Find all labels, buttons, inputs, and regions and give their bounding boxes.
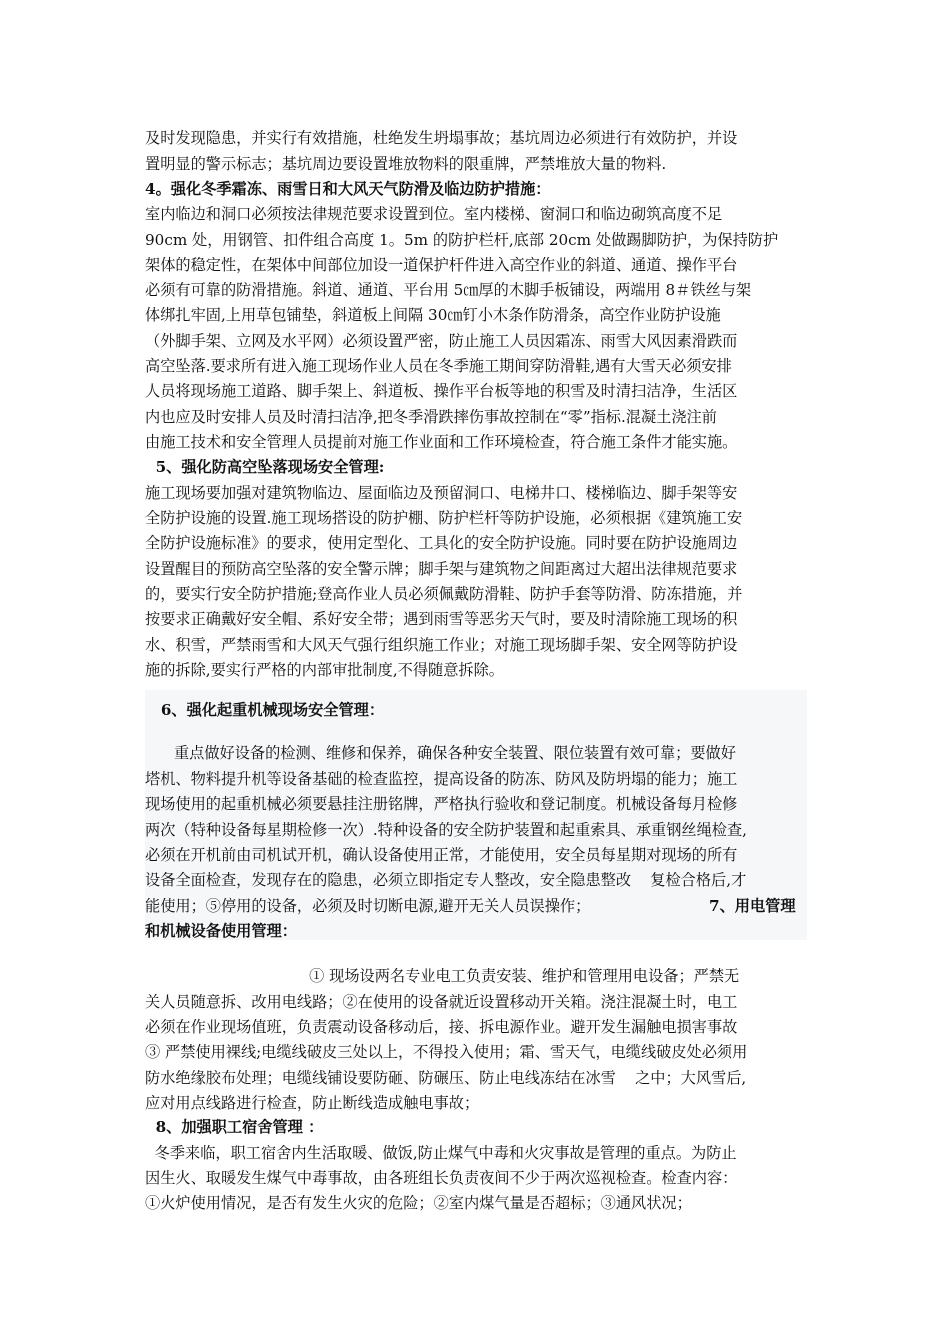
body-text-line: 体绑扎牢固,上用草包铺垫，斜道板上间隔 30㎝钉小木条作防滑条，高空作业防护设施 [145,306,721,324]
body-text-line: 人员将现场施工道路、脚手架上、斜道板、操作平台板等地的积雪及时清扫洁净，生活区 [145,382,738,400]
body-text-line: 两次（特种设备每星期检修一次）.特种设备的安全防护装置和起重索具、承重钢丝绳检查, [145,821,747,839]
body-text-line: 由施工技术和安全管理人员提前对施工作业面和工作环境检查，符合施工条件才能实施。 [145,433,738,451]
body-text-line: 内也应及时安排人员及时清扫洁净,把冬季滑跌摔伤事故控制在“零”指标.混凝土浇注前 [145,408,717,426]
body-text-line: 重点做好设备的检测、维修和保养，确保各种安全装置、限位装置有效可靠；要做好 [145,744,736,762]
section-heading-5: 5、强化防高空坠落现场安全管理: [145,458,385,476]
body-text-line: 现场使用的起重机械必须要悬挂注册铭牌，严格执行验收和登记制度。机械设备每月检修 [145,795,738,813]
body-text-line: 全防护设施标准》的要求，使用定型化、工具化的安全防护设施。同时要在防护设施周边 [145,534,738,552]
section-heading-4: 4。强化冬季霜冻、雨雪日和大风天气防滑及临边防护措施： [145,180,551,198]
body-text-line: 必须在作业现场值班，负责震动设备移动后，接、拆电源作业。避开发生漏触电损害事故 [145,1018,738,1036]
body-text-line: 设备全面检查，发现存在的隐患，必须立即指定专人整改，安全隐患整改 复检合格后,才 [145,871,747,889]
body-text-line: 必须有可靠的防滑措施。斜道、通道、平台用 5㎝厚的木脚手板铺设，两端用 8＃铁丝与架 [145,281,752,299]
body-text-line: ③ 严禁使用裸线;电缆线破皮三处以上，不得投入使用；霜、雪天气，电缆线破皮处必须用 [145,1043,748,1061]
body-text-line: 的，要实行安全防护措施;登高作业人员必须佩戴防滑鞋、防护手套等防滑、防冻措施，并 [145,585,743,603]
body-text-line: 防水绝缘胶布处理；电缆线铺设要防砸、防碾压、防止电线冻结在冰雪 之中；大风雪后, [145,1069,747,1087]
body-text-line: 90cm 处，用钢管、扣件组合高度 1。5m 的防护栏杆,底部 20cm 处做踢脚防护，为保持防护 [145,231,779,249]
body-text-line: 塔机、物料提升机等设备基础的检查监控，提高设备的防冻、防风及防坍塌的能力；施工 [145,770,738,788]
body-text-line: 全防护设施的设置.施工现场搭设的防护棚、防护栏杆等防护设施，必须根据《建筑施工安 [145,509,743,527]
body-text-line: 架体的稳定性，在架体中间部位加设一道保护杆件进入高空作业的斜道、通道、操作平台 [145,256,738,274]
body-text-line: ①火炉使用情况，是否有发生火灾的危险；②室内煤气量是否超标；③通风状况； [145,1194,692,1212]
body-text-line: 必须在开机前由司机试开机，确认设备使用正常，才能使用，安全员每星期对现场的所有 [145,846,738,864]
body-text-line: 设置醒目的预防高空坠落的安全警示牌；脚手架与建筑物之间距离过大超出法律规范要求 [145,560,738,578]
body-text-line: 应对用点线路进行检查，防止断线造成触电事故； [145,1094,480,1112]
body-text-line: 及时发现隐患，并实行有效措施，杜绝发生坍塌事故；基坑周边必须进行有效防护，并设 [145,129,738,147]
section-heading-6: 6、强化起重机械现场安全管理： [145,701,385,719]
body-text-line: （外脚手架、立网及水平网）必须设置严密，防止施工人员因霜冻、雨雪大风因素滑跌而 [145,332,738,350]
body-text-line: 关人员随意拆、改用电线路；②在使用的设备就近设置移动开关箱。浇注混凝土时，电工 [145,993,738,1011]
body-text-line: 置明显的警示标志；基坑周边要设置堆放物料的限重牌，严禁堆放大量的物料. [145,155,667,173]
body-text-line: ① 现场设两名专业电工负责安装、维护和管理用电设备；严禁无 [145,967,740,985]
body-text-line: 高空坠落.要求所有进入施工现场作业人员在冬季施工期间穿防滑鞋,遇有大雪天必须安排 [145,357,732,375]
body-text-line: 冬季来临，职工宿舍内生活取暖、做饭,防止煤气中毒和火灾事故是管理的重点。为防止 [145,1144,737,1162]
section-heading-8: 8、加强职工宿舍管理 ： [145,1118,324,1136]
body-text-line: 水、积雪，严禁雨雪和大风天气强行组织施工作业；对施工现场脚手架、安全网等防护设 [145,636,738,654]
body-text-line: 能使用；⑤停用的设备，必须及时切断电源,避开无关人员误操作； [145,897,591,915]
body-text-line: 施的拆除,要实行严格的内部审批制度,不得随意拆除。 [145,661,504,679]
section-heading-7-continued: 和机械设备使用管理： [145,922,297,940]
body-text-line: 施工现场要加强对建筑物临边、屋面临边及预留洞口、电梯井口、楼梯临边、脚手架等安 [145,484,738,502]
body-text-line: 因生火、取暖发生煤气中毒事故，由各班组长负责夜间不少于两次巡视检查。检查内容： [145,1169,738,1187]
section-heading-7: 7、用电管理 [709,897,796,915]
body-text-line: 按要求正确戴好安全帽、系好安全带；遇到雨雪等恶劣天气时，要及时清除施工现场的积 [145,610,738,628]
body-text-line: 室内临边和洞口必须按法律规范要求设置到位。室内楼梯、窗洞口和临边砌筑高度不足 [145,205,723,223]
